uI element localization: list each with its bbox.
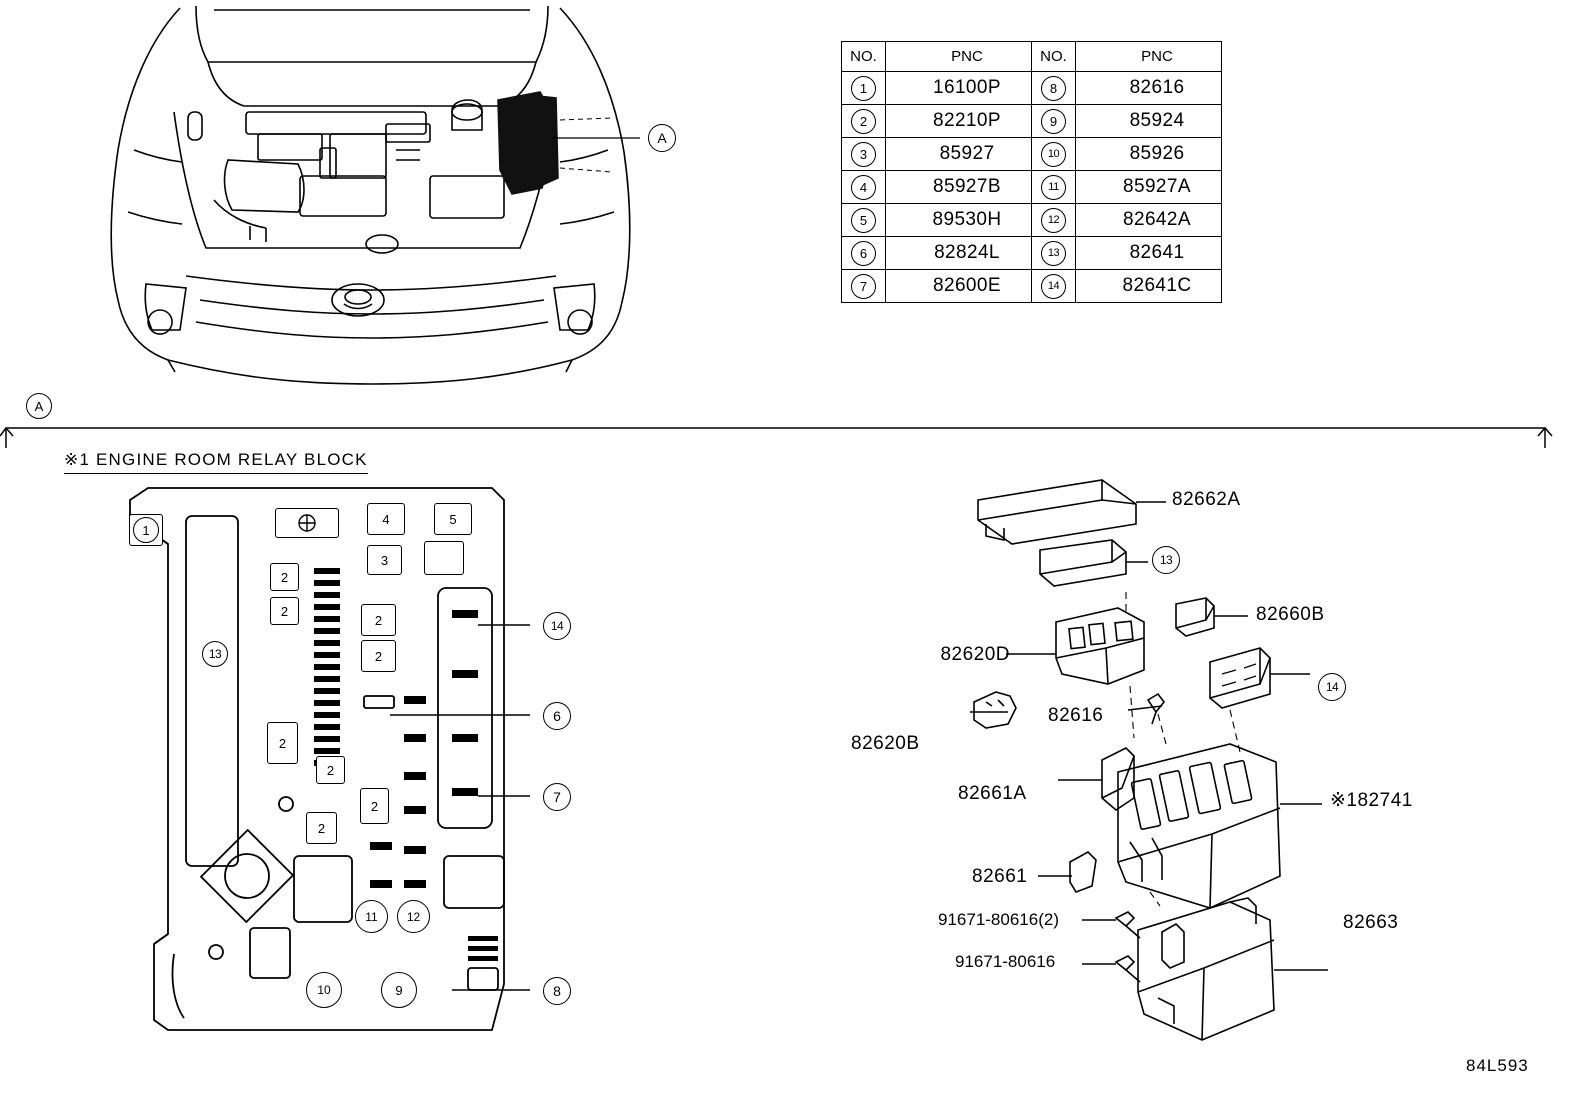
row-number-badge: 9: [1041, 109, 1066, 134]
label-13-text: 13: [1159, 553, 1173, 567]
relay-callout-8-outer: [543, 977, 571, 1005]
relay-callout-14-outer-label: 14: [550, 619, 564, 633]
relay-callout-13-label: 13: [208, 647, 222, 661]
row-pnc-right: 82641: [1076, 237, 1222, 270]
row-number-badge: 3: [851, 142, 876, 167]
callout-A-vehicle: [648, 124, 676, 152]
row-number-badge: 1: [851, 76, 876, 101]
row-pnc-left: 85927B: [886, 171, 1032, 204]
relay-callout-9-label: 9: [395, 982, 403, 998]
label-82616: 82616: [1048, 705, 1104, 726]
label-14-bubble: [1318, 673, 1346, 701]
relay-callout-1-badge: 1: [133, 517, 159, 543]
relay-callout-3: [367, 545, 402, 575]
relay-callout-3-label: 3: [380, 552, 389, 568]
row-pnc-right: 85927A: [1076, 171, 1222, 204]
row-number-badge: 4: [851, 175, 876, 200]
label-82660B: 82660B: [1256, 604, 1325, 625]
row-number-badge: 13: [1041, 241, 1066, 266]
row-pnc-right: 82642A: [1076, 204, 1222, 237]
row-number-badge: 12: [1041, 208, 1066, 233]
label-82620D: 82620D: [940, 644, 1010, 665]
parts-table: [841, 41, 1222, 303]
relay-callout-2a: [270, 563, 299, 591]
relay-callout-6-outer-label: 6: [553, 708, 561, 724]
header-pnc-right: PNC: [1076, 42, 1222, 72]
relay-callout-13: [202, 641, 228, 667]
row-pnc-left: 82600E: [886, 270, 1032, 303]
relay-callout-2c: [267, 722, 298, 764]
label-91671-80616: 91671-80616: [955, 952, 1056, 971]
row-number-badge: 8: [1041, 76, 1066, 101]
table-row: [842, 171, 1222, 204]
cross-icon: [298, 514, 316, 532]
relay-callout-8-outer-label: 8: [553, 983, 561, 999]
relay-callout-4-label: 4: [382, 511, 390, 527]
relay-callout-2e-label: 2: [317, 820, 326, 836]
relay-callout-7-outer: [543, 783, 571, 811]
relay-callout-2a-label: 2: [280, 569, 289, 585]
table-row: [842, 237, 1222, 270]
relay-callout-4: [367, 503, 405, 535]
row-pnc-left: 89530H: [886, 204, 1032, 237]
relay-callout-11-label: 11: [365, 909, 378, 924]
row-pnc-left: 82210P: [886, 105, 1032, 138]
row-number-badge: 6: [851, 241, 876, 266]
relay-callout-2d-label: 2: [326, 762, 335, 778]
label-82663: 82663: [1343, 912, 1399, 933]
row-number-badge: 14: [1041, 274, 1066, 299]
row-pnc-right: 82641C: [1076, 270, 1222, 303]
relay-callout-12-label: 12: [406, 909, 421, 924]
label-91671-80616-2: 91671-80616(2): [938, 910, 1059, 929]
table-row: [842, 138, 1222, 171]
table-row: [842, 105, 1222, 138]
callout-A-vehicle-label: A: [657, 130, 667, 146]
row-number-badge: 2: [851, 109, 876, 134]
relay-callout-2h-label: 2: [370, 798, 379, 814]
row-pnc-left: 16100P: [886, 72, 1032, 105]
header-no-right: NO.: [1032, 42, 1076, 72]
label-82662A: 82662A: [1172, 489, 1241, 510]
relay-callout-2c-label: 2: [278, 735, 287, 751]
row-number-badge: 5: [851, 208, 876, 233]
relay-callout-2b-label: 2: [280, 603, 289, 619]
section-bracket: [0, 412, 1570, 452]
relay-callout-10-label: 10: [317, 983, 331, 997]
relay-cross-port: [275, 508, 339, 538]
label-82741: ※182741: [1330, 790, 1413, 811]
label-82661A: 82661A: [958, 783, 1027, 804]
table-row: [842, 204, 1222, 237]
row-pnc-right: 82616: [1076, 72, 1222, 105]
relay-callout-6-outer: [543, 702, 571, 730]
relay-callout-5: [434, 503, 472, 535]
row-number-badge: 11: [1041, 175, 1066, 200]
relay-callout-2g-label: 2: [374, 648, 383, 664]
table-header-row: [842, 42, 1222, 72]
relay-callout-14-outer: [543, 612, 571, 640]
table-row: [842, 72, 1222, 105]
row-pnc-right: 85926: [1076, 138, 1222, 171]
row-pnc-left: 82824L: [886, 237, 1032, 270]
label-13-bubble: [1152, 546, 1180, 574]
section-title: ※1 ENGINE ROOM RELAY BLOCK: [64, 450, 368, 474]
vehicle-engine-bay-illustration: [0, 0, 760, 390]
row-number-badge: 10: [1041, 142, 1066, 167]
relay-callout-7-outer-label: 7: [553, 789, 561, 805]
relay-callout-5-label: 5: [449, 511, 457, 527]
label-82661: 82661: [972, 866, 1028, 887]
section-marker-A-label: A: [34, 398, 44, 414]
label-14-text: 14: [1325, 680, 1339, 694]
relay-callout-1: [129, 514, 163, 546]
row-pnc-left: 85927: [886, 138, 1032, 171]
relay-callout-2f-label: 2: [374, 612, 383, 628]
row-pnc-right: 85924: [1076, 105, 1222, 138]
header-no-left: NO.: [842, 42, 886, 72]
figure-code: 84L593: [1466, 1056, 1529, 1075]
row-number-badge: 7: [851, 274, 876, 299]
relay-port-blank-1: [424, 541, 464, 575]
relay-callout-2b: [270, 597, 299, 625]
header-pnc-left: PNC: [886, 42, 1032, 72]
table-row: [842, 270, 1222, 303]
label-82620B: 82620B: [851, 733, 920, 754]
